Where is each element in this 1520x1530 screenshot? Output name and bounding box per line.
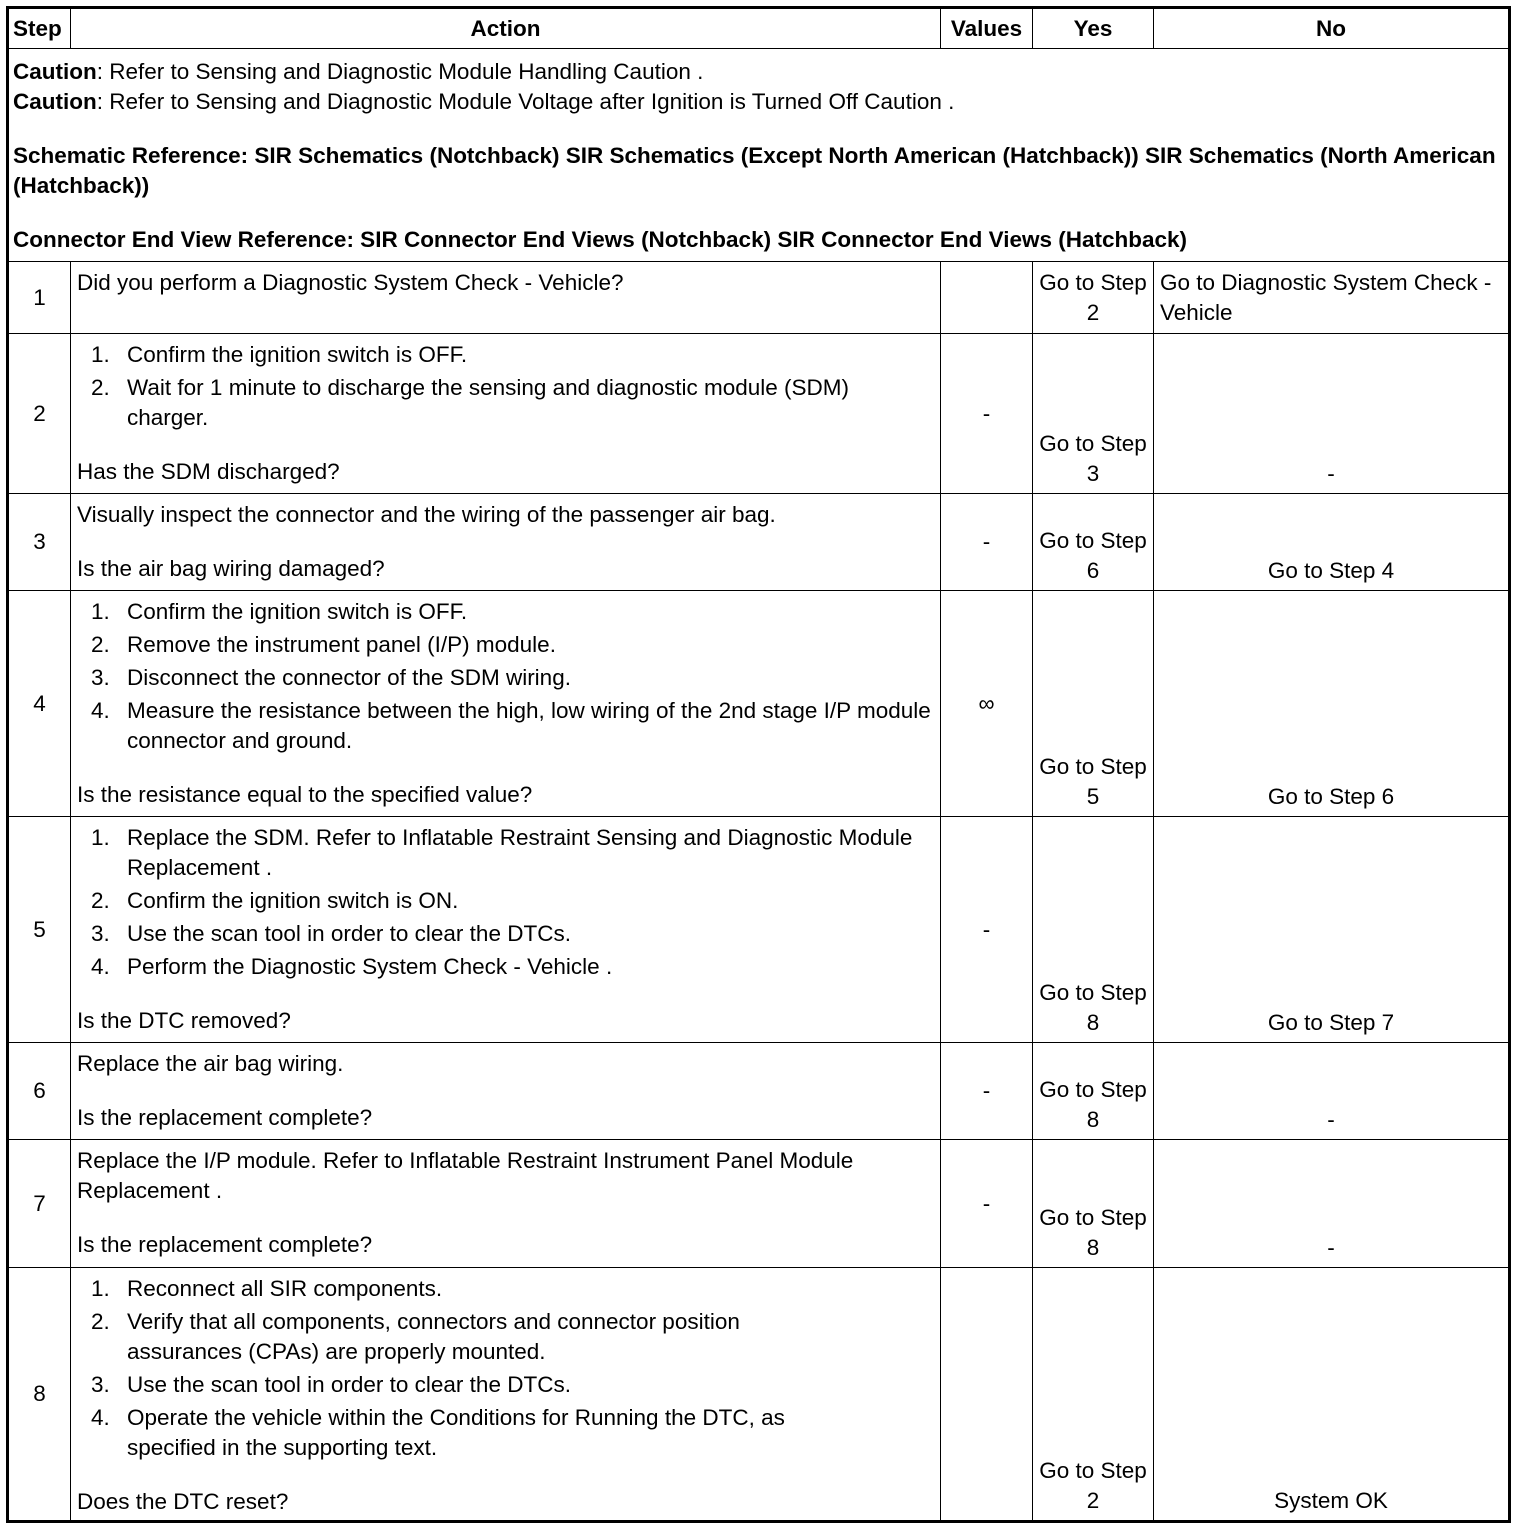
- no-cell: -: [1154, 1140, 1510, 1268]
- caution-1: [13, 57, 1504, 87]
- yes-cell: Go to Step 3: [1033, 334, 1154, 494]
- no-header: No: [1154, 8, 1510, 49]
- action-question: Has the SDM discharged?: [77, 459, 340, 484]
- step-row-7: [8, 1140, 1510, 1268]
- header-row: [8, 8, 1510, 49]
- list-item: 1. Confirm the ignition switch is OFF.: [91, 342, 468, 367]
- step-row-4: [8, 591, 1510, 817]
- action-cell: [71, 262, 941, 334]
- step-number: 1: [8, 262, 71, 334]
- value-cell: -: [941, 494, 1033, 591]
- action-header: Action: [71, 8, 941, 49]
- action-text: Replace the air bag wiring.: [77, 1051, 344, 1076]
- schematic-text: : SIR Schematics (Notchback) SIR Schematics (Except North American (Hatchback)) SIR Schematics (North American (Hatchback)): [13, 143, 1496, 198]
- value-cell: -: [941, 1140, 1033, 1268]
- action-cell: [71, 334, 941, 494]
- action-list: [77, 340, 934, 433]
- list-item: 4. Operate the vehicle within the Conditions for Running the DTC, as specified in the supporting text.: [91, 1405, 785, 1460]
- value-cell: -: [941, 1043, 1033, 1140]
- action-cell: [71, 1140, 941, 1268]
- value-cell: -: [941, 334, 1033, 494]
- action-question: Is the replacement complete?: [77, 1105, 373, 1130]
- connector-label: Connector End View Reference: [13, 227, 347, 252]
- caution-2-text: : Refer to Sensing and Diagnostic Module Voltage after Ignition is Turned Off Caution .: [96, 89, 955, 114]
- step-row-8: [8, 1268, 1510, 1522]
- action-question: Is the DTC removed?: [77, 1008, 291, 1033]
- step-row-2: [8, 334, 1510, 494]
- value-cell: ∞: [941, 591, 1033, 817]
- step-row-5: [8, 817, 1510, 1043]
- action-question: Does the DTC reset?: [77, 1489, 289, 1514]
- list-item: 1. Replace the SDM. Refer to Inflatable Restraint Sensing and Diagnostic Module Replacement .: [91, 825, 913, 880]
- list-item: 1. Reconnect all SIR components.: [91, 1276, 443, 1301]
- schematic-label: Schematic Reference: [13, 143, 241, 168]
- action-cell: [71, 1268, 941, 1522]
- step-number: 4: [8, 591, 71, 817]
- values-header: Values: [941, 8, 1033, 49]
- no-cell: -: [1154, 1043, 1510, 1140]
- list-item: 3. Use the scan tool in order to clear the DTCs.: [91, 921, 571, 946]
- connector-text: : SIR Connector End Views (Notchback) SIR Connector End Views (Hatchback): [346, 227, 1188, 252]
- no-cell: Go to Diagnostic System Check - Vehicle: [1154, 262, 1510, 334]
- value-cell: [941, 262, 1033, 334]
- notes-cell: [8, 49, 1510, 262]
- step-number: 7: [8, 1140, 71, 1268]
- action-text: Visually inspect the connector and the wiring of the passenger air bag.: [77, 502, 776, 527]
- value-cell: [941, 1268, 1033, 1522]
- list-item: 2. Remove the instrument panel (I/P) module.: [91, 632, 556, 657]
- no-cell: -: [1154, 334, 1510, 494]
- list-item: 3. Disconnect the connector of the SDM wiring.: [91, 665, 571, 690]
- list-item: 1. Confirm the ignition switch is OFF.: [91, 599, 468, 624]
- value-cell: -: [941, 817, 1033, 1043]
- no-cell: Go to Step 7: [1154, 817, 1510, 1043]
- action-cell: [71, 1043, 941, 1140]
- caution-label: Caution: [13, 59, 97, 84]
- yes-header: Yes: [1033, 8, 1154, 49]
- step-header: Step: [8, 8, 71, 49]
- step-row-3: [8, 494, 1510, 591]
- list-item: 4. Measure the resistance between the high, low wiring of the 2nd stage I/P module connector and ground.: [91, 698, 931, 753]
- action-cell: [71, 817, 941, 1043]
- yes-cell: Go to Step 8: [1033, 1140, 1154, 1268]
- action-list: [77, 597, 934, 756]
- list-item: 2. Verify that all components, connectors and connector position assurances (CPAs) are properly mounted.: [91, 1309, 740, 1364]
- action-text: Replace the I/P module. Refer to Inflatable Restraint Instrument Panel Module Replacement .: [77, 1148, 854, 1203]
- caution-label: Caution: [13, 89, 97, 114]
- step-number: 5: [8, 817, 71, 1043]
- caution-2: [13, 87, 1504, 117]
- yes-cell: Go to Step 5: [1033, 591, 1154, 817]
- action-question: Is the air bag wiring damaged?: [77, 556, 385, 581]
- yes-cell: Go to Step 2: [1033, 262, 1154, 334]
- caution-1-text: : Refer to Sensing and Diagnostic Module Handling Caution .: [96, 59, 704, 84]
- action-cell: [71, 591, 941, 817]
- yes-cell: Go to Step 2: [1033, 1268, 1154, 1522]
- step-number: 3: [8, 494, 71, 591]
- list-item: 2. Confirm the ignition switch is ON.: [91, 888, 459, 913]
- yes-cell: Go to Step 8: [1033, 1043, 1154, 1140]
- no-cell: Go to Step 6: [1154, 591, 1510, 817]
- schematic-reference: [13, 141, 1504, 201]
- step-number: 6: [8, 1043, 71, 1140]
- action-question: Is the replacement complete?: [77, 1232, 373, 1257]
- action-list: [77, 823, 934, 982]
- step-row-6: [8, 1043, 1510, 1140]
- diagnostic-table: [6, 6, 1511, 1523]
- list-item: 3. Use the scan tool in order to clear the DTCs.: [91, 1372, 571, 1397]
- action-list: [77, 1274, 934, 1463]
- notes-row: [8, 49, 1510, 262]
- step-number: 8: [8, 1268, 71, 1522]
- no-cell: System OK: [1154, 1268, 1510, 1522]
- yes-cell: Go to Step 6: [1033, 494, 1154, 591]
- step-row-1: [8, 262, 1510, 334]
- step-number: 2: [8, 334, 71, 494]
- no-cell: Go to Step 4: [1154, 494, 1510, 591]
- list-item: 2. Wait for 1 minute to discharge the sensing and diagnostic module (SDM) charger.: [91, 375, 850, 430]
- list-item: 4. Perform the Diagnostic System Check - Vehicle .: [91, 954, 613, 979]
- connector-reference: [13, 225, 1504, 255]
- action-question: Is the resistance equal to the specified value?: [77, 782, 533, 807]
- yes-cell: Go to Step 8: [1033, 817, 1154, 1043]
- action-text: Did you perform a Diagnostic System Check - Vehicle?: [77, 270, 624, 295]
- action-cell: [71, 494, 941, 591]
